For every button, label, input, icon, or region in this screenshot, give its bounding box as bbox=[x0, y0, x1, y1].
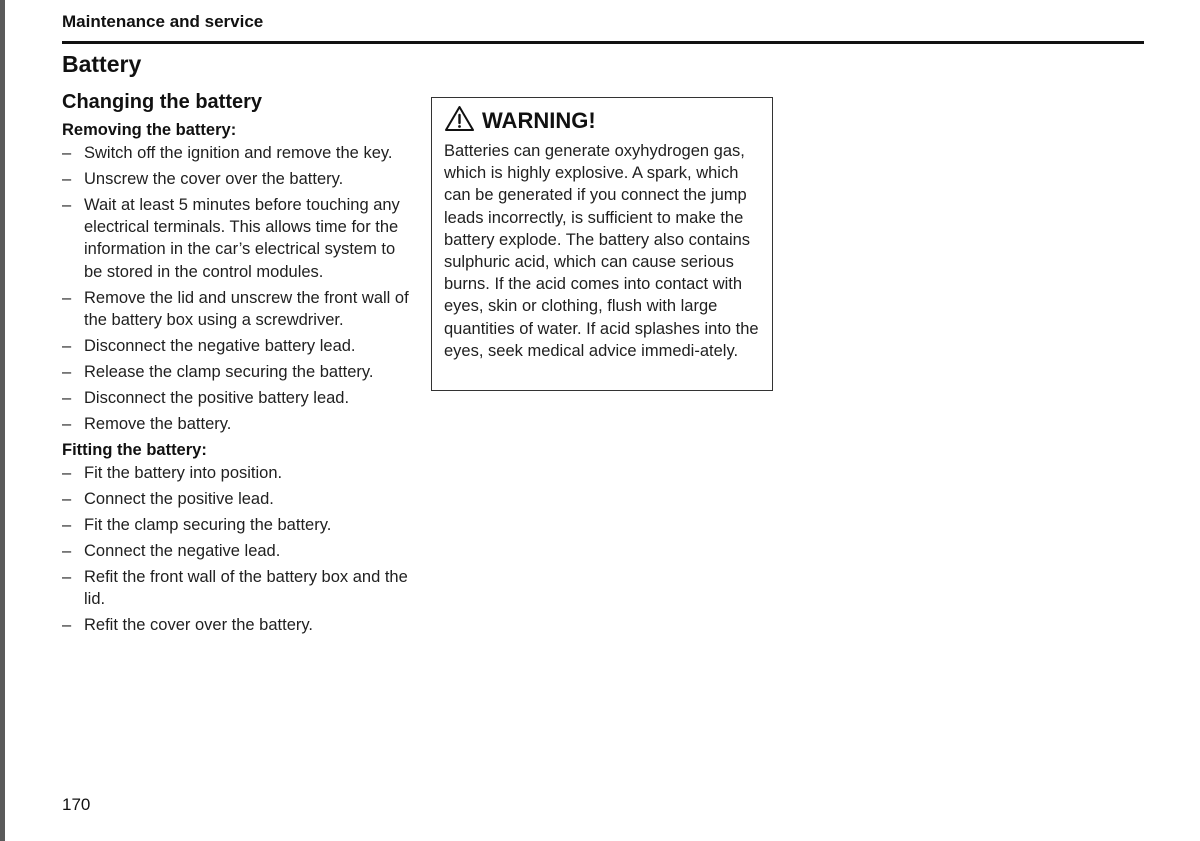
list-item: – Disconnect the negative battery lead. bbox=[62, 335, 412, 357]
list-item: – Fit the clamp securing the battery. bbox=[62, 514, 412, 536]
list-item: – Wait at least 5 minutes before touching any electrical terminals. This allows time for the information in the car’s electrical system to be stored in the control modules. bbox=[62, 196, 400, 281]
dash-bullet: – bbox=[62, 541, 72, 560]
dash-bullet: – bbox=[62, 489, 72, 508]
list-item: – Switch off the ignition and remove the key. bbox=[62, 142, 412, 164]
dash-bullet: – bbox=[62, 616, 72, 635]
warning-title: WARNING! bbox=[482, 108, 596, 133]
list-item: – Remove the battery. bbox=[62, 413, 412, 435]
page-number: 170 bbox=[62, 795, 91, 814]
fitting-heading: Fitting the battery: bbox=[62, 440, 207, 459]
removing-steps-list bbox=[62, 142, 412, 435]
instructions-column bbox=[62, 91, 412, 640]
list-item: – Refit the cover over the battery. bbox=[62, 614, 412, 636]
dash-bullet: – bbox=[62, 388, 72, 407]
dash-bullet: – bbox=[62, 196, 72, 214]
dash-bullet: – bbox=[62, 362, 72, 381]
dash-bullet: – bbox=[62, 515, 72, 534]
list-item: – Connect the positive lead. bbox=[62, 488, 412, 510]
dash-bullet: – bbox=[62, 288, 72, 307]
warning-triangle-icon bbox=[444, 105, 482, 137]
dash-bullet: – bbox=[62, 336, 72, 355]
list-item: – Remove the lid and unscrew the front wall of the battery box using a screwdriver. bbox=[62, 288, 409, 329]
subtitle: Changing the battery bbox=[62, 91, 263, 113]
dash-bullet: – bbox=[62, 414, 72, 433]
dash-bullet: – bbox=[62, 567, 72, 586]
removing-heading: Removing the battery: bbox=[62, 121, 237, 139]
section-header: Maintenance and service bbox=[62, 12, 264, 31]
page-title: Battery bbox=[62, 51, 142, 77]
dash-bullet: – bbox=[62, 463, 72, 482]
list-item: – Unscrew the cover over the battery. bbox=[62, 168, 412, 190]
list-item: – Release the clamp securing the battery. bbox=[62, 361, 412, 383]
warning-box bbox=[431, 97, 773, 391]
dash-bullet: – bbox=[62, 144, 72, 162]
dash-bullet: – bbox=[62, 170, 72, 188]
fitting-steps-list bbox=[62, 462, 412, 636]
list-item: – Connect the negative lead. bbox=[62, 540, 412, 562]
list-item: – Fit the battery into position. bbox=[62, 462, 412, 484]
warning-heading bbox=[444, 105, 760, 137]
header-rule bbox=[62, 41, 1144, 44]
page-edge-bar bbox=[0, 0, 5, 841]
list-item: – Refit the front wall of the battery box and the lid. bbox=[62, 567, 408, 609]
warning-text: Batteries can generate oxyhydrogen gas, which is highly explosive. A spark, which can be generated if you connect the jump leads incorrectly, is sufficient to make the battery explode. The battery also contains sulphuric acid, which can cause serious burns. If the acid comes into contact with eyes, skin or clothing, flush with large quantities of water. If acid splashes into the eyes, seek medical advice immedi-ately. bbox=[444, 142, 759, 360]
list-item: – Disconnect the positive battery lead. bbox=[62, 387, 412, 409]
